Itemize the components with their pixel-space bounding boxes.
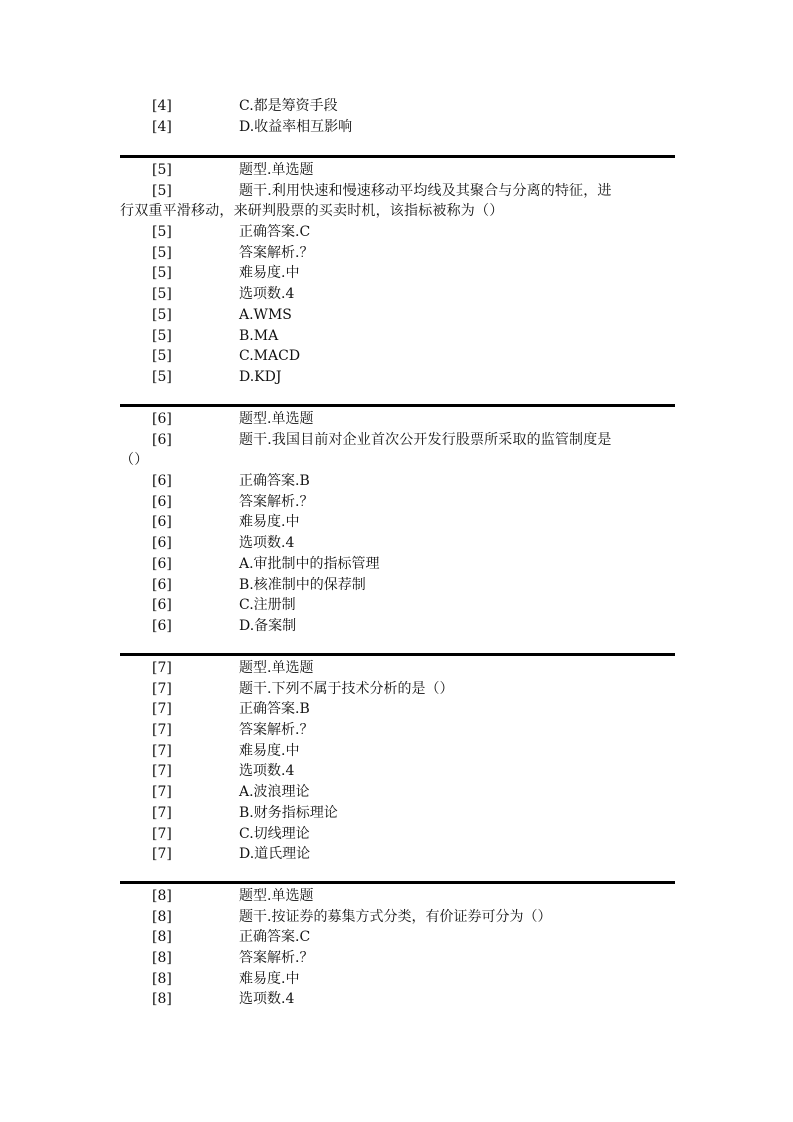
line-text: 题型.单选题	[239, 660, 314, 676]
line-text: 答案解析.？	[239, 244, 314, 261]
question-number: [7]	[152, 742, 172, 759]
stem-text-line-2: （）	[120, 452, 149, 469]
question-stem	[120, 679, 675, 700]
question-block-8	[120, 881, 675, 1010]
analysis-line	[120, 948, 675, 969]
stem-text-line-2: 行双重平滑移动，来研判股票的买卖时机，该指标被称为（）	[120, 203, 504, 220]
question-block-4	[120, 96, 675, 137]
line-text: C.都是筹资手段	[239, 98, 338, 114]
line-text: C.MACD	[239, 348, 301, 365]
line-text: B.财务指标理论	[239, 804, 338, 821]
question-number: [5]	[152, 244, 172, 261]
question-number: [7]	[152, 825, 172, 842]
analysis-line	[120, 720, 675, 741]
question-number: [6]	[152, 473, 172, 490]
question-number: [8]	[152, 908, 172, 925]
question-number: [7]	[152, 804, 172, 821]
question-number: [4]	[152, 98, 172, 114]
line-text: 答案解析.？	[239, 950, 314, 967]
answer-line	[120, 471, 675, 492]
stem-text-line-1: 题干.利用快速和慢速移动平均线及其聚合与分离的特征，进	[239, 182, 612, 199]
line-text: D.KDJ	[239, 368, 282, 385]
question-number: [8]	[152, 888, 172, 904]
line-text: 题干.按证券的募集方式分类，有价证券可分为（）	[239, 908, 552, 925]
difficulty-line	[120, 969, 675, 990]
line-text: 答案解析.？	[239, 722, 314, 739]
question-number: [5]	[152, 286, 172, 303]
difficulty-line	[120, 263, 675, 284]
question-number: [6]	[152, 411, 172, 427]
option-line	[120, 326, 675, 347]
option-count-line	[120, 761, 675, 782]
line-text: C.切线理论	[239, 825, 310, 842]
option-count-line	[120, 284, 675, 305]
line-text: 正确答案.C	[239, 224, 311, 241]
option-line	[120, 96, 675, 117]
line-text: C.注册制	[239, 597, 296, 614]
question-number: [7]	[152, 846, 172, 863]
option-line	[120, 803, 675, 824]
question-stem	[120, 430, 675, 471]
line-text: 难易度.中	[239, 970, 300, 987]
question-block-7	[120, 653, 675, 865]
option-line	[120, 616, 675, 637]
question-number: [5]	[152, 368, 172, 385]
question-type-line	[120, 658, 675, 679]
question-number: [8]	[152, 970, 172, 987]
option-line	[120, 554, 675, 575]
question-block-5	[120, 155, 675, 388]
question-number: [5]	[152, 306, 172, 323]
line-text: 选项数.4	[239, 535, 295, 552]
question-number: [6]	[152, 431, 172, 448]
question-number: [8]	[152, 991, 172, 1008]
question-number: [5]	[152, 265, 172, 282]
question-number: [6]	[152, 597, 172, 614]
answer-line	[120, 699, 675, 720]
line-text: D.备案制	[239, 617, 297, 634]
question-number: [7]	[152, 701, 172, 718]
line-text: 题型.单选题	[239, 162, 314, 178]
line-text: 难易度.中	[239, 742, 300, 759]
question-number: [8]	[152, 929, 172, 946]
question-number: [5]	[152, 327, 172, 344]
line-text: 选项数.4	[239, 991, 295, 1008]
line-text: 难易度.中	[239, 265, 300, 282]
question-number: [6]	[152, 617, 172, 634]
question-block-6	[120, 404, 675, 637]
question-number: [8]	[152, 950, 172, 967]
question-number: [7]	[152, 680, 172, 697]
option-line	[120, 844, 675, 865]
line-text: A.波浪理论	[239, 784, 310, 801]
line-text: 题型.单选题	[239, 411, 314, 427]
question-stem	[120, 907, 675, 928]
section-divider	[120, 404, 675, 407]
line-text: D.道氏理论	[239, 846, 311, 863]
line-text: 正确答案.B	[239, 473, 310, 490]
line-text: 难易度.中	[239, 514, 300, 531]
line-text: 正确答案.C	[239, 929, 311, 946]
question-number: [7]	[152, 722, 172, 739]
question-number: [6]	[152, 576, 172, 593]
line-text: 选项数.4	[239, 286, 295, 303]
option-line	[120, 824, 675, 845]
option-line	[120, 782, 675, 803]
line-text: D.收益率相互影响	[239, 118, 353, 135]
question-type-line	[120, 886, 675, 907]
option-count-line	[120, 989, 675, 1010]
question-number: [6]	[152, 555, 172, 572]
question-number: [5]	[152, 182, 172, 199]
line-text: B.MA	[239, 327, 279, 344]
answer-line	[120, 927, 675, 948]
question-number: [6]	[152, 535, 172, 552]
answer-line	[120, 222, 675, 243]
question-number: [5]	[152, 224, 172, 241]
question-type-line	[120, 160, 675, 181]
question-number: [6]	[152, 514, 172, 531]
line-text: B.核准制中的保荐制	[239, 576, 366, 593]
analysis-line	[120, 492, 675, 513]
question-number: [7]	[152, 763, 172, 780]
question-number: [7]	[152, 660, 172, 676]
question-number: [7]	[152, 784, 172, 801]
question-number: [5]	[152, 348, 172, 365]
option-line	[120, 305, 675, 326]
option-line	[120, 367, 675, 388]
difficulty-line	[120, 741, 675, 762]
line-text: 题型.单选题	[239, 888, 314, 904]
option-line	[120, 595, 675, 616]
line-text: 答案解析.？	[239, 493, 314, 510]
question-type-line	[120, 409, 675, 430]
analysis-line	[120, 243, 675, 264]
option-line	[120, 117, 675, 138]
section-divider	[120, 155, 675, 158]
line-text: 题干.下列不属于技术分析的是（）	[239, 680, 454, 697]
line-text: 选项数.4	[239, 763, 295, 780]
section-divider	[120, 881, 675, 884]
question-number: [4]	[152, 118, 172, 135]
option-line	[120, 346, 675, 367]
section-divider	[120, 653, 675, 656]
difficulty-line	[120, 512, 675, 533]
line-text: 正确答案.B	[239, 701, 310, 718]
line-text: A.WMS	[239, 306, 292, 323]
question-number: [5]	[152, 162, 172, 178]
option-line	[120, 575, 675, 596]
question-number: [6]	[152, 493, 172, 510]
stem-text-line-1: 题干.我国目前对企业首次公开发行股票所采取的监管制度是	[239, 431, 612, 448]
option-count-line	[120, 533, 675, 554]
line-text: A.审批制中的指标管理	[239, 555, 380, 572]
question-stem	[120, 181, 675, 222]
